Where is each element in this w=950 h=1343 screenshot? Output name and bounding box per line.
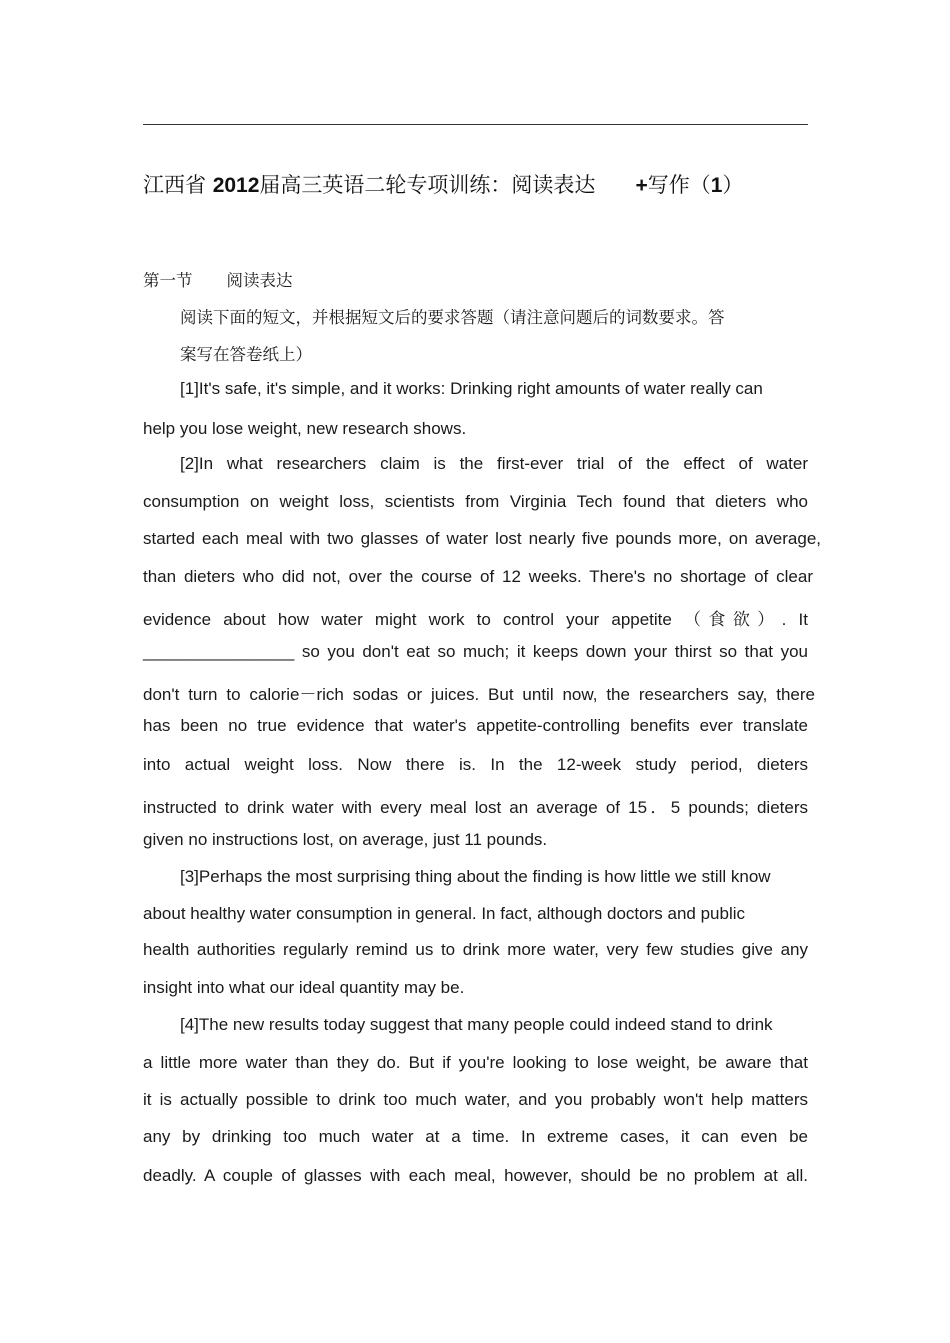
paragraph-line: given no instructions lost, on average, just 11 pounds. [143,830,548,849]
paragraph-line: [2]In what researchers claim is the first-ever trial of the effect of water [180,454,808,473]
paragraph-line: [4]The new results today suggest that many people could indeed stand to drink [180,1015,773,1034]
paragraph-line: don't turn to calorie－rich sodas or juices. But until now, the researchers say, there [143,685,815,704]
instructions-line-2: 案写在答卷纸上） [180,345,312,364]
paragraph-line: has been no true evidence that water's appetite-controlling benefits ever translate [143,716,808,735]
paragraph-line: about healthy water consumption in general. In fact, although doctors and public [143,904,745,923]
paragraph-line: any by drinking too much water at a time. In extreme cases, it can even be [143,1127,808,1146]
paragraph-line: [1]It's safe, it's simple, and it works: Drinking right amounts of water really can [180,379,763,398]
paragraph-line: health authorities regularly remind us to drink more water, very few studies give any [143,940,808,959]
title-number: 1 [710,174,723,197]
title-close: ） [722,173,744,197]
page-title [143,169,743,199]
paragraph-line: instructed to drink water with every meal lost an average of 15．5 pounds; dieters [143,798,808,817]
paragraph-line: ________________ so you don't eat so much; it keeps down your thirst so that you [143,642,808,661]
title-writing: 写作（ [647,173,711,197]
paragraph-line: into actual weight loss. Now there is. In the 12-week study period, dieters [143,755,808,774]
paragraph-line: started each meal with two glasses of water lost nearly five pounds more, on average, [143,529,821,548]
paragraph-line: consumption on weight loss, scientists from Virginia Tech found that dieters who [143,492,808,511]
title-plus: + [635,174,648,197]
title-main: 届高三英语二轮专项训练：阅读表达 [259,173,596,197]
paragraph-line: deadly. A couple of glasses with each meal, however, should be no problem at all. [143,1166,808,1185]
title-year: 2012 [212,174,260,197]
section-name: 阅读表达 [226,271,293,290]
paragraph-line: evidence about how water might work to control your appetite （食欲）. It [143,610,808,629]
paragraph-line: [3]Perhaps the most surprising thing about the finding is how little we still know [180,867,771,886]
header-rule [143,124,808,125]
section-label: 第一节 [143,271,193,290]
paragraph-line: than dieters who did not, over the course of 12 weeks. There's no shortage of clear [143,567,813,586]
title-province: 江西省 [143,173,213,197]
paragraph-line: a little more water than they do. But if you're looking to lose weight, be aware that [143,1053,808,1072]
instructions-line-1: 阅读下面的短文，并根据短文后的要求答题（请注意问题后的词数要求。答 [180,308,725,327]
paragraph-line: it is actually possible to drink too much water, and you probably won't help matters [143,1090,808,1109]
paragraph-line: insight into what our ideal quantity may be. [143,978,465,997]
paragraph-line: help you lose weight, new research shows. [143,419,467,438]
section-heading [143,267,293,291]
